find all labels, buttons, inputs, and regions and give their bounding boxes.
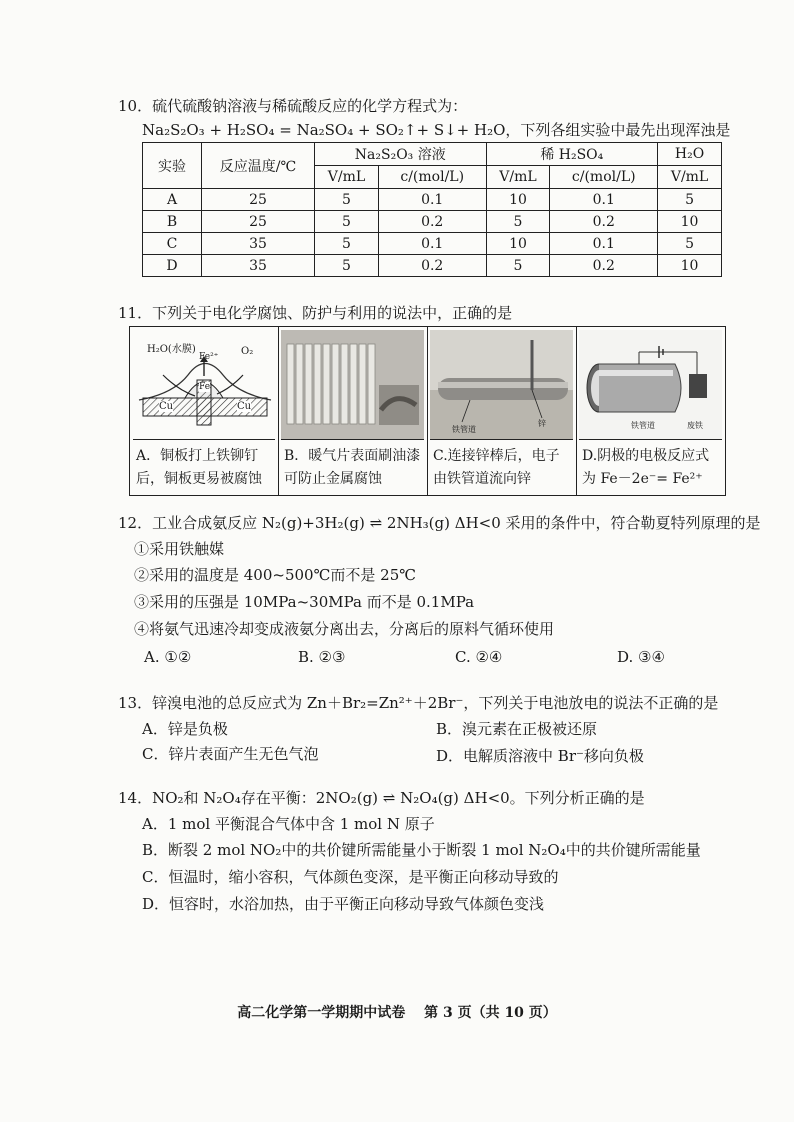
th-sub: c/(mol/L) [550, 166, 658, 189]
cell: A [143, 189, 202, 211]
q12-item-3: ③采用的压强是 10MPa~30MPa 而不是 0.1MPa [134, 593, 475, 611]
q13-option-c: C．锌片表面产生无色气泡 [142, 745, 319, 763]
q14-option-d: D．恒容时，水浴加热，由于平衡正向移动导致气体颜色变浅 [142, 895, 545, 913]
th-na2s2o3: Na₂S₂O₃ 溶液 [315, 143, 487, 166]
label-water-film: H₂O(水膜) [147, 344, 196, 355]
cell: 5 [315, 189, 379, 211]
th-sub: V/mL [658, 166, 722, 189]
cell: 0.2 [550, 255, 658, 277]
cell: 0.2 [378, 255, 486, 277]
cell: 0.1 [550, 189, 658, 211]
cell: 5 [658, 233, 722, 255]
radiator-photo [281, 330, 424, 440]
q12-item-1: ①采用铁触媒 [134, 540, 225, 558]
q11-figures [129, 326, 726, 496]
label-oxygen: O₂ [241, 346, 254, 357]
q14-option-b: B．断裂 2 mol NO₂中的共价键所需能量小于断裂 1 mol N₂O₄中的共价键所需能量 [142, 841, 701, 859]
q12-option-a: A. ①② [144, 648, 192, 666]
caption-c: C.连接锌棒后，电子由铁管道流向锌 [433, 448, 560, 487]
q12-option-d: D. ③④ [617, 648, 665, 666]
page-footer: 高二化学第一学期期中试卷 第 3 页（共 10 页） [237, 1005, 557, 1021]
cell: 25 [202, 211, 315, 233]
cell: 5 [315, 255, 379, 277]
q12-item-2: ②采用的温度是 400~500℃而不是 25℃ [134, 566, 417, 584]
q13-option-d: D．电解质溶液中 Br⁻移向负极 [436, 747, 644, 765]
th-h2o: H₂O [658, 143, 722, 166]
table-row [143, 233, 722, 255]
th-temperature: 反应温度/℃ [202, 143, 315, 189]
cell: 5 [486, 211, 550, 233]
th-sub: c/(mol/L) [378, 166, 486, 189]
label-iron-pipe: 铁管道 [452, 425, 476, 434]
label-cu-right: Cu [237, 401, 252, 412]
cell: 0.1 [378, 189, 486, 211]
q10-table [142, 142, 722, 277]
table-row [143, 189, 722, 211]
q12-item-4: ④将氨气迅速冷却变成液氨分离出去，分离后的原料气循环使用 [134, 620, 555, 638]
label-scrap-iron: 废铁 [687, 421, 703, 430]
q14-option-a: A．1 mol 平衡混合气体中含 1 mol N 原子 [142, 815, 435, 833]
figure-a [130, 327, 279, 495]
cell: 5 [315, 211, 379, 233]
figure-b [278, 327, 428, 495]
caption-b: B．暖气片表面刷油漆可防止金属腐蚀 [284, 448, 421, 487]
q12-option-b: B. ②③ [298, 648, 346, 666]
cell: 5 [486, 255, 550, 277]
table-row [143, 255, 722, 277]
cell: 5 [658, 189, 722, 211]
q10-title: 10．硫代硫酸钠溶液与稀硫酸反应的化学方程式为： [118, 97, 468, 115]
figure-c [427, 327, 577, 495]
cell: 0.1 [550, 233, 658, 255]
q12-option-c: C. ②④ [455, 648, 503, 666]
q11-title: 11．下列关于电化学腐蚀、防护与利用的说法中，正确的是 [118, 304, 513, 322]
q14-title: 14．NO₂和 N₂O₄存在平衡：2NO₂(g) ⇌ N₂O₄(g) ΔH<0。下列分析正确的是 [118, 789, 645, 807]
caption-a: A．铜板打上铁铆钉后，铜板更易被腐蚀 [136, 448, 262, 487]
zinc-rod-diagram [430, 330, 573, 440]
cell: C [143, 233, 202, 255]
q12-title: 12．工业合成氨反应 N₂(g)+3H₂(g) ⇌ 2NH₃(g) ΔH<0 采用的条件中，符合勒夏特列原理的是 [118, 514, 761, 532]
table-row [143, 211, 722, 233]
cell: 10 [658, 211, 722, 233]
cell: 0.2 [378, 211, 486, 233]
rivet-diagram [133, 330, 275, 440]
label-cu-left: Cu [159, 401, 174, 412]
cell: 35 [202, 233, 315, 255]
cell: 10 [486, 189, 550, 211]
cell: 10 [486, 233, 550, 255]
q10-equation: Na₂S₂O₃ + H₂SO₄ = Na₂SO₄ + SO₂↑+ S↓+ H₂O，下列各组实验中最先出现浑浊是 [142, 121, 731, 139]
cell: 5 [315, 233, 379, 255]
cell: 10 [658, 255, 722, 277]
cell: 25 [202, 189, 315, 211]
q14-option-c: C．恒温时，缩小容积，气体颜色变深，是平衡正向移动导致的 [142, 868, 559, 886]
q13-option-a: A．锌是负极 [142, 720, 228, 738]
cell: 0.2 [550, 211, 658, 233]
cell: D [143, 255, 202, 277]
label-fe: Fe [199, 382, 211, 392]
cathodic-protection-diagram [579, 330, 722, 440]
q13-option-b: B．溴元素在正极被还原 [436, 720, 598, 738]
q13-title: 13．锌溴电池的总反应式为 Zn＋Br₂=Zn²⁺＋2Br⁻，下列关于电池放电的说法不正确的是 [118, 694, 719, 712]
label-zinc: 锌 [538, 419, 546, 428]
th-sub: V/mL [486, 166, 550, 189]
cell: B [143, 211, 202, 233]
cell: 35 [202, 255, 315, 277]
label-fe-ion: Fe²⁺ [199, 352, 219, 362]
figure-d [576, 327, 725, 495]
cell: 0.1 [378, 233, 486, 255]
caption-d: D.阴极的电极反应式为 Fe－2e⁻= Fe²⁺ [582, 448, 710, 487]
label-iron-pipe-d: 铁管道 [631, 421, 655, 430]
th-sub: V/mL [315, 166, 379, 189]
th-experiment: 实验 [143, 143, 202, 189]
th-h2so4: 稀 H₂SO₄ [486, 143, 658, 166]
